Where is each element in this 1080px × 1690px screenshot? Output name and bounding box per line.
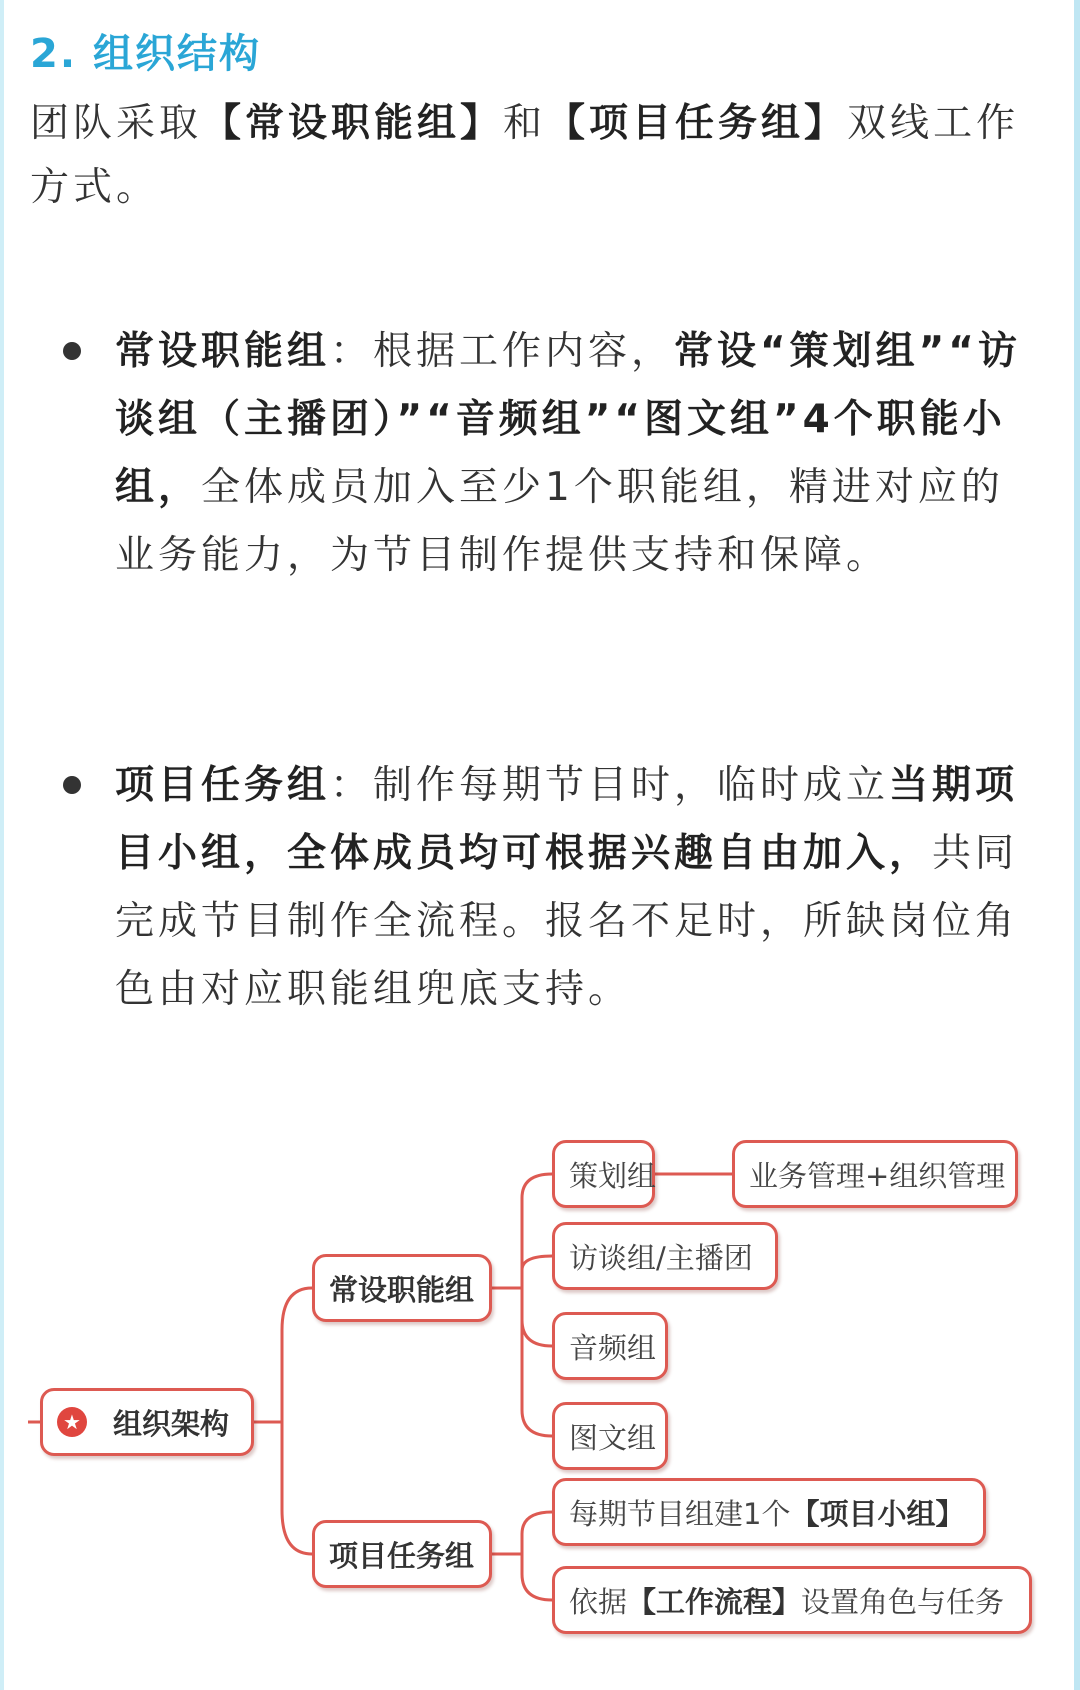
node-fangtan: 访谈组/主播团 <box>552 1222 778 1290</box>
intro-text-3: 双线工作方式。 <box>30 101 1020 210</box>
connector-to-yinpin <box>522 1320 552 1346</box>
connector-to-cehua <box>522 1174 552 1198</box>
bullet-dot-icon <box>63 342 81 360</box>
node-cehua: 策划组 <box>552 1140 655 1208</box>
connector-to-project <box>282 1510 312 1554</box>
intro-bold-1: 【常设职能组】 <box>202 101 504 146</box>
bullet-project-groups <box>115 752 1040 1024</box>
bullet-colon: ： <box>330 763 374 808</box>
intro-bold-2: 【项目任务组】 <box>546 101 848 146</box>
connector-to-xiaozu <box>522 1512 552 1534</box>
bullet-text: 全体成员加入至少1个职能组，精进对应的业务能力，为节目制作提供支持和保障。 <box>115 465 1004 578</box>
node-xiaozu: 每期节目组建1个 【项目小组】 <box>552 1478 986 1546</box>
bullet-head: 常设职能组 <box>115 329 331 374</box>
node-project-groups: 项目任务组 <box>312 1520 492 1588</box>
node-management: 业务管理+组织管理 <box>732 1140 1018 1208</box>
section-title: 2. 组织结构 <box>30 31 261 77</box>
mindmap-root-node <box>40 1388 254 1456</box>
node-standing-groups: 常设职能组 <box>312 1254 492 1322</box>
bullet-text: 共同完成节目制作全流程。报名不足时，所缺岗位角色由对应职能组兜底支持。 <box>115 831 1019 1012</box>
star-icon: ★ <box>57 1407 87 1437</box>
bullet-head: 项目任务组 <box>115 763 331 808</box>
intro-text-2: 和 <box>503 101 547 146</box>
connector-to-standing <box>282 1288 312 1330</box>
root-label: 组织架构 <box>113 1406 230 1441</box>
bullet-bold: 当期项目小组，全体成员均可根据兴趣自由加入， <box>115 763 1019 876</box>
bullet-bold: 常设“策划组”“访谈组（主播团）”“音频组”“图文组”4个职能小组， <box>115 329 1021 510</box>
connector-to-tuwen <box>522 1410 552 1436</box>
node-tuwen: 图文组 <box>552 1402 668 1470</box>
connector-to-liucheng <box>522 1574 552 1600</box>
intro-text-1: 团队采取 <box>30 101 203 146</box>
node-yinpin: 音频组 <box>552 1312 668 1380</box>
bullet-dot-icon <box>63 776 81 794</box>
intro-paragraph <box>30 92 1040 220</box>
bullet-text: 根据工作内容， <box>373 329 675 374</box>
bullet-colon: ： <box>330 329 374 374</box>
org-mindmap <box>0 1090 1080 1670</box>
bullet-text: 制作每期节目时，临时成立 <box>373 763 890 808</box>
bullet-standing-groups <box>115 318 1040 590</box>
connector-to-fangtan <box>522 1256 552 1270</box>
node-liucheng: 依据 【工作流程】 设置角色与任务 <box>552 1566 1032 1634</box>
